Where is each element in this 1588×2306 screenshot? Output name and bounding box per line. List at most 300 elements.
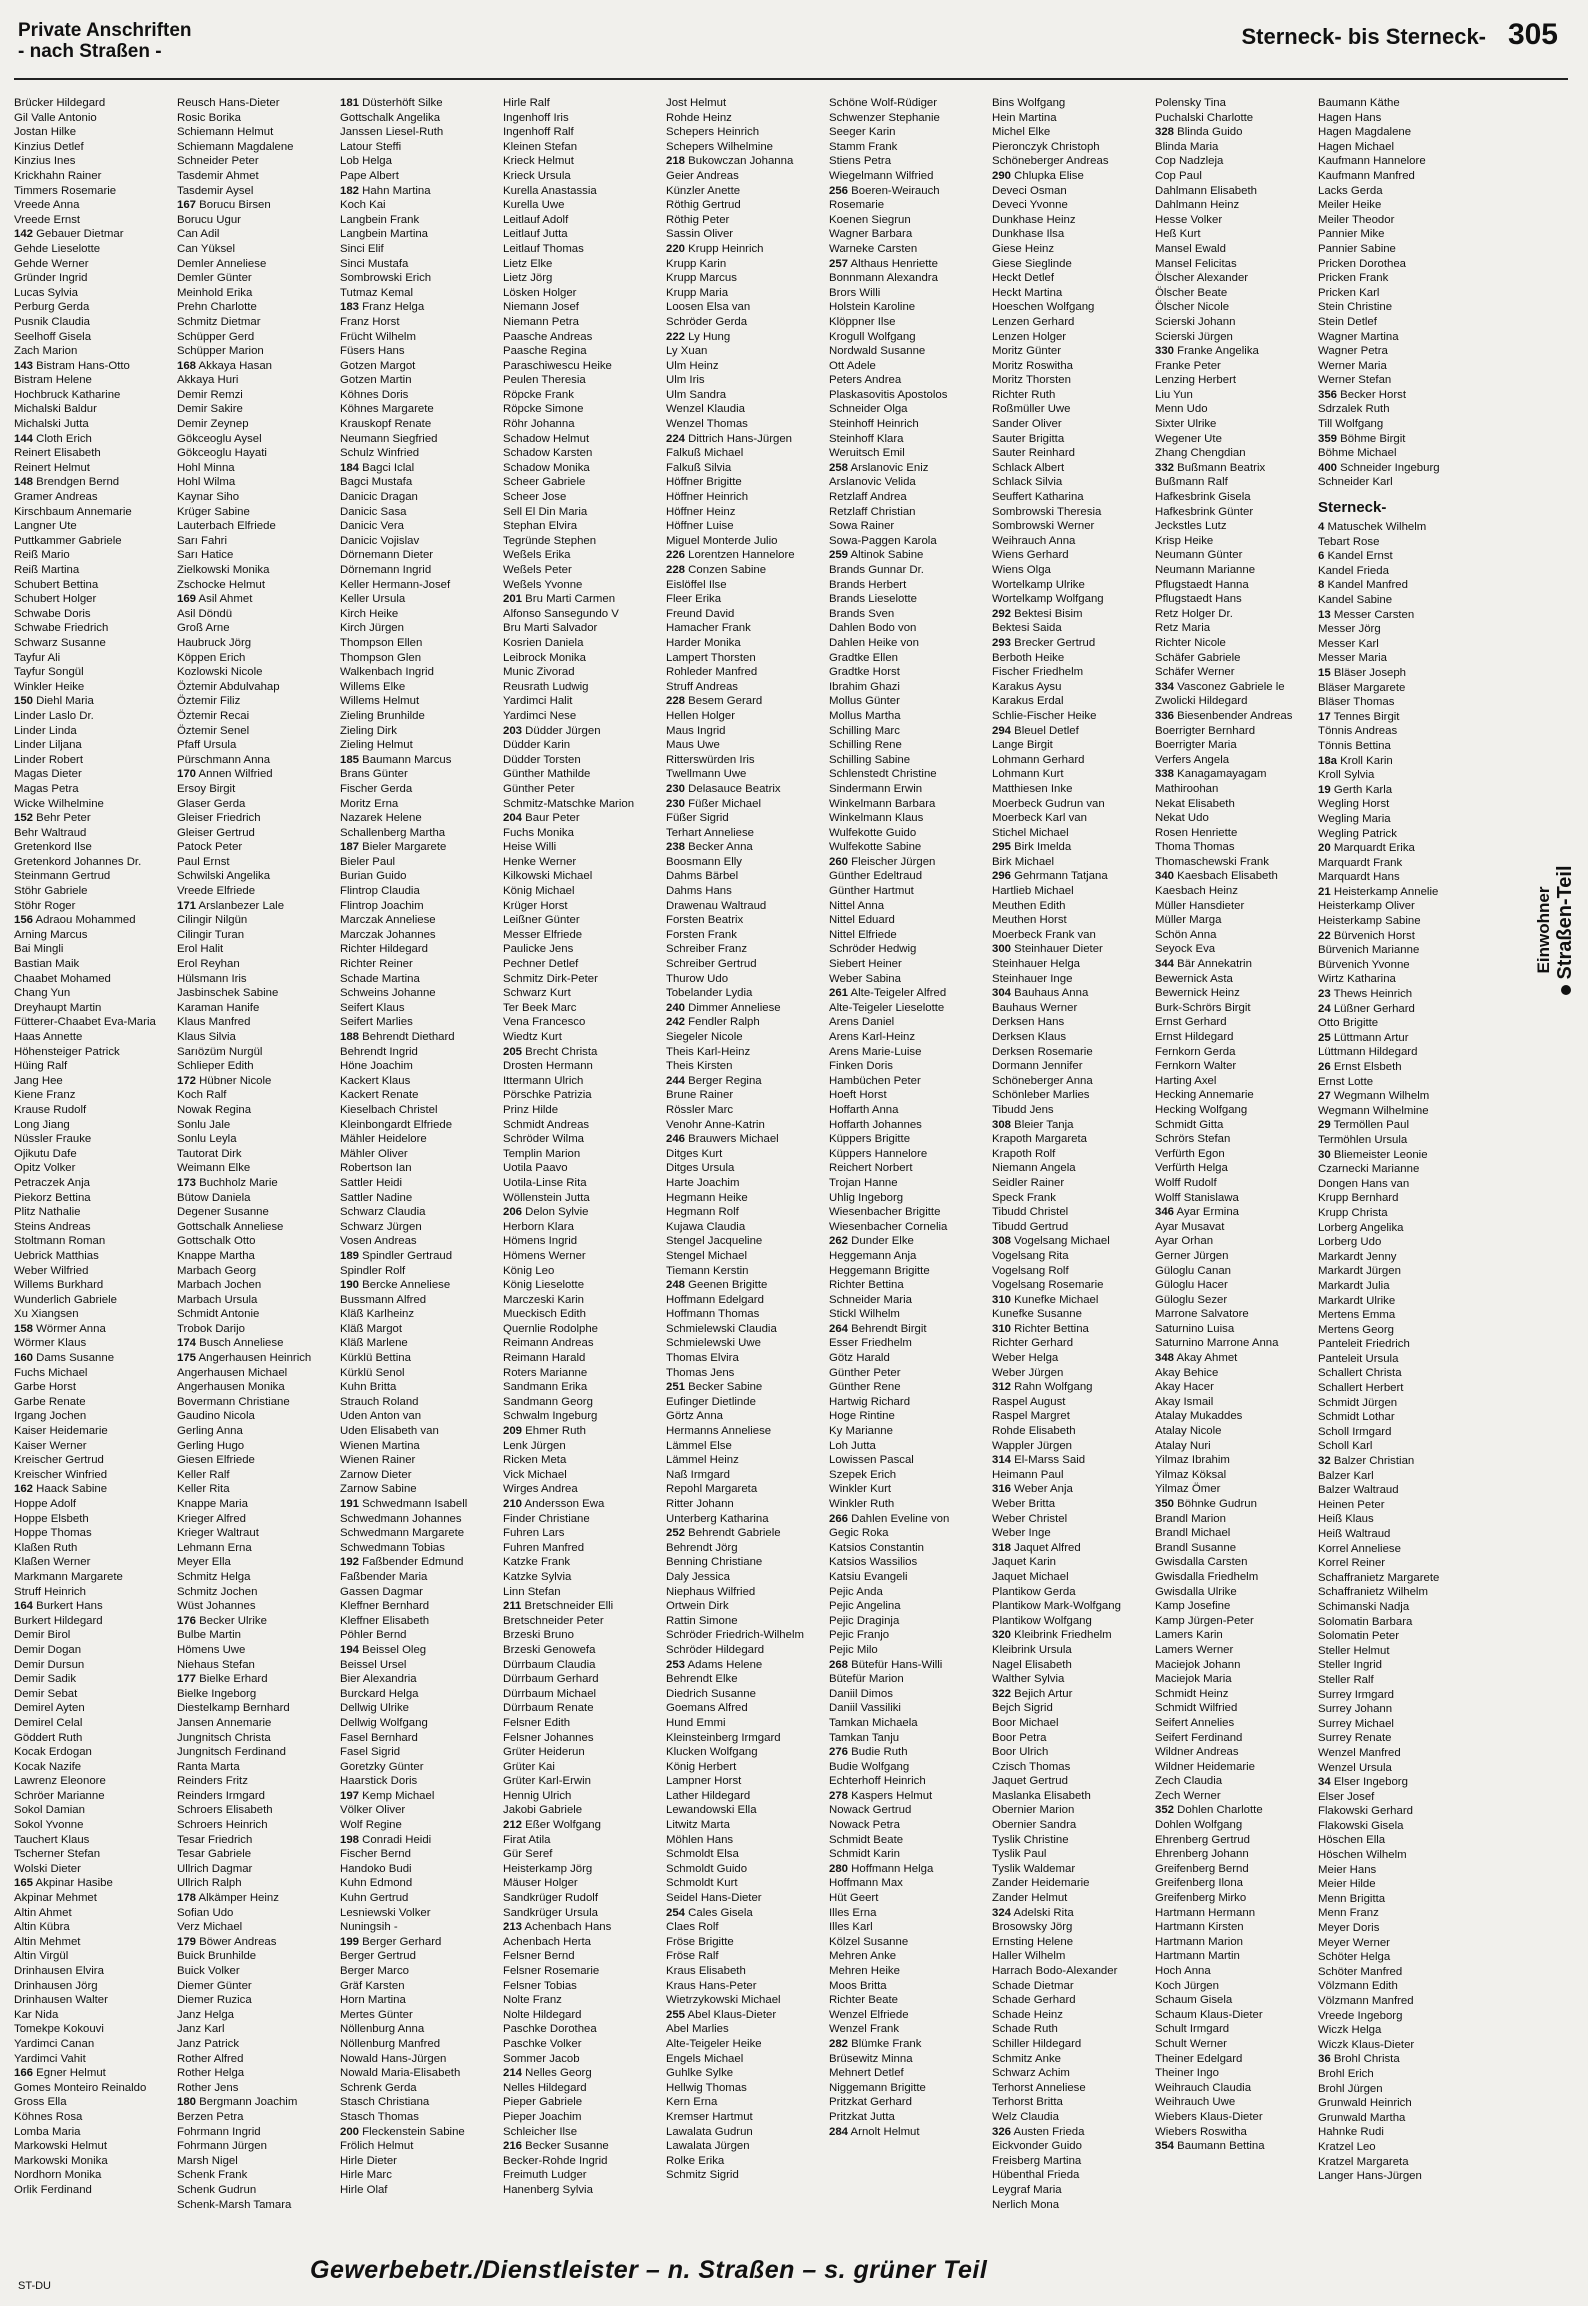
list-item: 152 Behr Peter	[14, 812, 91, 825]
list-item: Glaser Gerda	[177, 797, 246, 810]
list-item: Jungnitsch Christa	[177, 1731, 271, 1744]
list-item: Brandl Marion	[1155, 1512, 1226, 1525]
list-item: Schüpper Gerd	[177, 330, 255, 343]
list-item: Janz Patrick	[177, 2037, 240, 2050]
sidebar-tab	[1534, 760, 1578, 1100]
house-number: 27	[1318, 1090, 1331, 1103]
list-item: Demirel Celal	[14, 1716, 83, 1729]
list-item: 253 Adams Helene	[666, 1658, 763, 1671]
list-item: Koch Kai	[340, 199, 386, 212]
house-number: 218	[666, 155, 686, 168]
list-item: Hoffmann Edelgard	[666, 1293, 764, 1306]
list-item: Katsios Constantin	[829, 1541, 924, 1554]
house-number: 310	[992, 1322, 1012, 1335]
list-item: Seuffert Katharina	[992, 491, 1084, 504]
list-item: Wolff Rudolf	[1155, 1176, 1217, 1189]
list-item: Ölscher Alexander	[1155, 272, 1249, 285]
list-item: Burckard Helga	[340, 1687, 419, 1700]
list-item: Claes Rolf	[666, 1921, 719, 1934]
list-item: 251 Becker Sabine	[666, 1381, 763, 1394]
list-item: Unterberg Katharina	[666, 1512, 769, 1525]
list-item: Winkler Ruth	[829, 1498, 895, 1510]
list-item: Hüt Geert	[829, 1892, 879, 1905]
list-item: Weihrauch Uwe	[1155, 2096, 1236, 2109]
list-item: 148 Brendgen Bernd	[14, 476, 120, 489]
list-item: Brohl Jürgen	[1318, 2082, 1383, 2095]
list-item: Kratzel Leo	[1318, 2140, 1376, 2153]
list-item: Nekat Udo	[1155, 812, 1209, 825]
list-item: Welz Claudia	[992, 2110, 1059, 2123]
list-item: Forsten Beatrix	[666, 914, 744, 927]
list-item: Winkelmann Barbara	[829, 797, 936, 810]
list-item: Marczak Johannes	[340, 928, 436, 941]
list-item: Michalski Baldur	[14, 403, 97, 416]
list-item: Zielkowski Monika	[177, 564, 270, 576]
list-item: Schlack Silvia	[992, 476, 1063, 489]
list-item: Günther Edeltraud	[829, 870, 923, 883]
list-item: 356 Becker Horst	[1318, 388, 1407, 401]
list-item: Drinhausen Elvira	[14, 1965, 104, 1977]
house-number: 276	[829, 1746, 849, 1759]
list-item: Steinhauer Helga	[992, 958, 1081, 971]
list-item: Gleiser Friedrich	[177, 812, 261, 825]
list-item: Uebrick Matthias	[14, 1249, 99, 1262]
house-number: 156	[14, 914, 34, 927]
list-item: Weßels Yvonne	[503, 578, 583, 591]
list-item: Felsner Tobias	[503, 1979, 577, 1992]
list-item: Bürvenich Yvonne	[1318, 958, 1410, 971]
list-item: Seifert Ferdinand	[1155, 1731, 1243, 1744]
list-item: Seyock Eva	[1155, 943, 1216, 956]
list-item: Düdder Karin	[503, 739, 571, 752]
list-item: Moerbeck Gudrun van	[992, 797, 1105, 810]
list-item: Reusrath Ludwig	[503, 680, 589, 693]
list-item: Stöhr Gabriele	[14, 885, 88, 898]
list-item: Kurella Uwe	[503, 199, 565, 212]
list-item: Degener Susanne	[177, 1206, 269, 1219]
list-item: Gretenkord Ilse	[14, 841, 92, 854]
list-item: Berboth Heike	[992, 651, 1065, 664]
house-number: 183	[340, 301, 360, 314]
list-item: Tyslik Waldemar	[992, 1862, 1076, 1875]
list-item: Bauhaus Werner	[992, 1001, 1078, 1014]
list-item: Szepek Erich	[829, 1468, 897, 1481]
house-number: 262	[829, 1235, 849, 1248]
list-item: Haller Wilhelm	[992, 1950, 1066, 1963]
list-item: Sandmann Erika	[503, 1381, 588, 1394]
list-item: Höffner Brigitte	[666, 476, 742, 489]
list-item: Tönnis Bettina	[1318, 739, 1391, 752]
list-item: Wirtz Katharina	[1318, 973, 1396, 986]
list-item: Niemann Angela	[992, 1162, 1076, 1175]
list-item: Sander Oliver	[992, 418, 1062, 431]
list-item: Mehnert Detlef	[829, 2067, 904, 2080]
list-item: Garbe Renate	[14, 1395, 86, 1408]
list-item: Hartmann Hermann	[1155, 1906, 1256, 1919]
list-item: 173 Buchholz Marie	[177, 1176, 278, 1189]
list-item: Wiesenbacher Brigitte	[829, 1206, 941, 1219]
list-item: Otto Brigitte	[1318, 1017, 1379, 1030]
list-item: Chang Yun	[14, 987, 71, 1000]
house-number: 340	[1155, 870, 1175, 883]
list-item: Wenzel Elfriede	[829, 2008, 909, 2021]
list-item: Lawalata Gudrun	[666, 2125, 753, 2138]
house-number: 244	[666, 1074, 686, 1087]
list-item: Till Wolfgang	[1318, 418, 1384, 431]
list-item: Paasche Andreas	[503, 330, 593, 343]
directory-column	[340, 96, 503, 2256]
list-item: Güloglu Hacer	[1155, 1279, 1228, 1292]
list-item: Garbe Horst	[14, 1381, 77, 1394]
list-item: Tasdemir Ahmet	[177, 169, 259, 182]
list-item: Gottschalk Otto	[177, 1235, 256, 1248]
list-item: Fischer Gerda	[340, 782, 413, 795]
list-item: Naß Irmgard	[666, 1468, 730, 1481]
header-title-line2: - nach Straßen -	[18, 41, 162, 62]
house-number: 173	[177, 1176, 197, 1189]
house-number: 280	[829, 1862, 849, 1875]
list-item: Akay Behice	[1155, 1366, 1219, 1379]
list-item: Wulfekotte Guido	[829, 826, 917, 839]
list-item: Nowack Petra	[829, 1819, 900, 1832]
list-item: 188 Behrendt Diethard	[340, 1031, 455, 1043]
list-item: Nagel Elisabeth	[992, 1658, 1072, 1671]
list-item: Schwarz Achim	[992, 2067, 1070, 2080]
list-item: Kleibrink Ursula	[992, 1643, 1072, 1656]
list-item: Retzlaff Christian	[829, 505, 916, 518]
house-number: 320	[992, 1629, 1012, 1642]
house-number: 228	[666, 564, 686, 576]
list-item: Siegeler Nicole	[666, 1031, 743, 1043]
house-number: 26	[1318, 1061, 1331, 1073]
list-item: Demler Günter	[177, 272, 252, 285]
list-item: Lenk Jürgen	[503, 1439, 566, 1452]
list-item: Menn Udo	[1155, 403, 1208, 416]
list-item: 348 Akay Ahmet	[1155, 1352, 1238, 1365]
list-item: 162 Haack Sabine	[14, 1483, 108, 1496]
house-number: 322	[992, 1687, 1012, 1700]
house-number: 251	[666, 1381, 686, 1394]
list-item: Steinhauer Inge	[992, 972, 1073, 985]
list-item: Krupp Karin	[666, 257, 727, 270]
list-item: Altin Virgül	[14, 1950, 69, 1963]
list-item: Weber Inge	[992, 1527, 1051, 1540]
list-item: Zech Claudia	[1155, 1775, 1223, 1788]
list-item: Tiemann Kerstin	[666, 1264, 749, 1277]
list-item: Tautorat Dirk	[177, 1147, 242, 1160]
list-item: Kaesbach Heinz	[1155, 885, 1238, 898]
list-item: Schröder Friedrich-Wilhelm	[666, 1629, 804, 1642]
list-item: 359 Böhme Birgit	[1318, 432, 1406, 445]
directory-column	[666, 96, 829, 2256]
list-item: 206 Delon Sylvie	[503, 1206, 589, 1219]
list-item: 316 Weber Anja	[992, 1483, 1073, 1496]
house-number: 238	[666, 841, 686, 854]
list-item: Scierski Johann	[1155, 315, 1236, 328]
list-item: Schubert Bettina	[14, 578, 99, 591]
list-item: Linder Laslo Dr.	[14, 709, 94, 722]
house-number: 253	[666, 1658, 686, 1671]
list-item: Gomes Monteiro Reinaldo	[14, 2081, 147, 2094]
house-number: 8	[1318, 579, 1325, 592]
list-item: Magas Petra	[14, 782, 79, 795]
list-item: Keller Ursula	[340, 593, 406, 606]
list-item: Hartlieb Michael	[992, 885, 1074, 898]
list-item: Steller Helmut	[1318, 1644, 1390, 1657]
list-item: Richter Reiner	[340, 958, 413, 971]
list-item: Saturnino Luisa	[1155, 1322, 1235, 1335]
list-item: Schroers Heinrich	[177, 1819, 268, 1832]
list-item: Gottschalk Anneliese	[177, 1220, 284, 1233]
list-item: Schade Dietmar	[992, 1979, 1074, 1992]
list-item: Arens Daniel	[829, 1016, 895, 1029]
list-item: Katzke Frank	[503, 1556, 571, 1569]
list-item: Hirle Marc	[340, 2169, 392, 2182]
list-item: Zhang Chengdian	[1155, 447, 1246, 460]
list-item: Keller Rita	[177, 1483, 230, 1496]
house-number: 216	[503, 2140, 523, 2153]
list-item: Handoko Budi	[340, 1862, 412, 1875]
list-item: Walther Sylvia	[992, 1673, 1065, 1686]
list-item: 158 Wörmer Anna	[14, 1322, 106, 1335]
list-item: Dahlmann Elisabeth	[1155, 184, 1257, 197]
house-number: 354	[1155, 2140, 1175, 2153]
list-item: Höffner Heinrich	[666, 491, 749, 504]
list-item: Jang Hee	[14, 1074, 63, 1087]
list-item: Linder Linda	[14, 724, 77, 737]
list-item: Venohr Anne-Katrin	[666, 1118, 765, 1131]
list-item: Schmitz Dietmar	[177, 315, 261, 328]
list-item: Stengel Jacqueline	[666, 1235, 763, 1248]
list-item: Mollus Martha	[829, 709, 901, 722]
list-item: Behrendt Jörg	[666, 1541, 738, 1554]
list-item: Schimanski Nadja	[1318, 1600, 1410, 1613]
list-item: Fohrmann Ingrid	[177, 2125, 261, 2138]
list-item: Harder Monika	[666, 636, 741, 649]
list-item: Jaquet Karin	[992, 1556, 1056, 1569]
list-item: Peters Andrea	[829, 374, 902, 387]
list-item: Kleffner Elisabeth	[340, 1614, 430, 1627]
list-item: Trobok Darijo	[177, 1322, 245, 1335]
list-item: Wienen Martina	[340, 1439, 420, 1452]
list-item: Heckt Martina	[992, 286, 1063, 299]
list-item: Sonlu Leyla	[177, 1133, 237, 1146]
list-item: Willems Helmut	[340, 695, 420, 708]
directory-column	[503, 96, 666, 2256]
list-item: 204 Baur Peter	[503, 812, 580, 825]
list-item: Kaufmann Manfred	[1318, 169, 1415, 182]
list-item: Mansel Felicitas	[1155, 257, 1237, 270]
list-item: Tauchert Klaus	[14, 1833, 90, 1846]
list-item: Angerhausen Monika	[177, 1381, 285, 1394]
house-number: 293	[992, 636, 1012, 649]
list-item: Günther Rene	[829, 1381, 901, 1394]
house-number: 314	[992, 1454, 1012, 1467]
list-item: Schwedmann Tobias	[340, 1541, 445, 1554]
list-item: Grunwald Heinrich	[1318, 2097, 1412, 2110]
list-item: Sandmann Georg	[503, 1395, 593, 1408]
list-item: 187 Bieler Margarete	[340, 841, 447, 854]
list-item: Pflugstaedt Hanna	[1155, 578, 1249, 591]
list-item: Krickhahn Rainer	[14, 169, 102, 182]
list-item: Stamm Frank	[829, 140, 898, 153]
house-number: 172	[177, 1074, 197, 1087]
list-item: Schmitz-Matschke Marion	[503, 797, 635, 810]
list-item: Daniil Vassiliki	[829, 1702, 901, 1715]
list-item: Wolff Stanislawa	[1155, 1191, 1239, 1204]
list-item: Obernier Marion	[992, 1804, 1075, 1817]
list-item: Spindler Rolf	[340, 1264, 406, 1277]
list-item: Firat Atila	[503, 1833, 551, 1846]
list-item: Markardt Jenny	[1318, 1250, 1397, 1263]
list-item: Bejch Sigrid	[992, 1702, 1053, 1715]
list-item: Schleicher Ilse	[503, 2125, 578, 2138]
list-item: Grunwald Martha	[1318, 2111, 1406, 2124]
list-item: Meiler Heike	[1318, 199, 1382, 212]
list-item: Scheer Jose	[503, 491, 567, 504]
list-item: 23 Thews Heinrich	[1318, 988, 1413, 1001]
house-number: 254	[666, 1906, 686, 1919]
list-item: Schaum Gisela	[1155, 1994, 1233, 2007]
list-item: Sandkrüger Rudolf	[503, 1892, 598, 1905]
list-item: Sarıözüm Nurgül	[177, 1045, 263, 1058]
list-item: Wöllenstein Jutta	[503, 1191, 590, 1204]
list-item: Scheer Gabriele	[503, 476, 586, 489]
list-item: Illes Karl	[829, 1921, 873, 1934]
list-item: Dellwig Ulrike	[340, 1702, 409, 1715]
list-item: Fischer Friedhelm	[992, 666, 1084, 679]
list-item: Schadow Karsten	[503, 447, 593, 460]
list-item: Grüter Heiderun	[503, 1746, 585, 1759]
list-item: Schüpper Marion	[177, 345, 264, 358]
list-item: Schöneberger Anna	[992, 1074, 1093, 1087]
list-item: Kiene Franz	[14, 1089, 76, 1102]
house-number: 230	[666, 797, 686, 810]
list-item: 218 Bukowczan Johanna	[666, 155, 794, 168]
list-item: Kozlowski Nicole	[177, 666, 263, 679]
list-item: 30 Bliemeister Leonie	[1318, 1148, 1428, 1161]
list-item: Wirges Andrea	[503, 1483, 578, 1496]
list-item: Mathiroohan	[1155, 782, 1219, 795]
list-item: 278 Kaspers Helmut	[829, 1789, 933, 1802]
list-item: Heß Kurt	[1155, 228, 1201, 241]
list-item: Bonnmann Alexandra	[829, 272, 938, 285]
list-item: Rother Jens	[177, 2081, 239, 2094]
house-number: 160	[14, 1352, 34, 1365]
list-item: Rosen Henriette	[1155, 826, 1238, 839]
list-item: Wagner Barbara	[829, 228, 913, 241]
list-item: Nordhorn Monika	[14, 2169, 102, 2182]
list-item: Krapoth Margareta	[992, 1133, 1087, 1146]
list-item: Abel Marlies	[666, 2023, 729, 2036]
list-item: 209 Ehmer Ruth	[503, 1425, 586, 1438]
house-number: 308	[992, 1118, 1012, 1131]
list-item: Ditges Kurt	[666, 1147, 723, 1160]
list-item: Klaus Manfred	[177, 1016, 251, 1029]
list-item: Kar Nida	[14, 2008, 59, 2021]
list-item: Kuhn Edmond	[340, 1877, 413, 1890]
house-number: 194	[340, 1643, 360, 1656]
list-item: Matthiesen Inke	[992, 782, 1073, 795]
list-item: Meyer Ella	[177, 1556, 231, 1569]
house-number: 187	[340, 841, 360, 854]
list-item: Schönleber Marlies	[992, 1089, 1090, 1102]
list-item: Sinci Mustafa	[340, 257, 409, 270]
list-item: 20 Marquardt Erika	[1318, 842, 1415, 855]
list-item: Fuchs Monika	[503, 826, 574, 839]
list-item: Katzke Sylvia	[503, 1570, 572, 1583]
list-item: 213 Achenbach Hans	[503, 1921, 612, 1934]
list-item: Kackert Klaus	[340, 1074, 411, 1087]
list-item: Hartmann Marion	[1155, 1935, 1243, 1948]
list-item: 254 Cales Gisela	[666, 1906, 753, 1919]
list-item: Arens Karl-Heinz	[829, 1031, 916, 1043]
list-item: Weber Jürgen	[992, 1366, 1064, 1379]
list-item: Rosemarie	[829, 199, 885, 212]
list-item: Lamers Werner	[1155, 1643, 1234, 1656]
list-item: Weihrauch Claudia	[1155, 2081, 1252, 2094]
house-number: 261	[829, 987, 849, 1000]
list-item: Tomekpe Kokouvi	[14, 2023, 104, 2036]
list-item: Franz Horst	[340, 315, 400, 328]
list-item: Kamp Josefine	[1155, 1600, 1231, 1613]
list-item: Füßer Sigrid	[666, 812, 729, 825]
list-item: Klaßen Ruth	[14, 1541, 78, 1554]
list-item: 284 Arnolt Helmut	[829, 2125, 920, 2138]
list-item: Wolf Regine	[340, 1819, 402, 1832]
house-number: 204	[503, 812, 523, 825]
list-item: 36 Brohl Christa	[1318, 2053, 1400, 2066]
list-item: Hoeft Horst	[829, 1089, 887, 1102]
list-item: Achenbach Herta	[503, 1935, 592, 1948]
list-item: Lange Birgit	[992, 739, 1053, 752]
list-item: Schmoldt Elsa	[666, 1848, 739, 1861]
bullet-icon	[1561, 985, 1571, 995]
house-number: 310	[992, 1293, 1012, 1306]
list-item: 256 Boeren-Weirauch	[829, 184, 940, 197]
house-number: 295	[992, 841, 1012, 854]
house-number: 290	[992, 169, 1012, 182]
list-item: Vogelsang Rosemarie	[992, 1279, 1104, 1292]
list-item: Hagen Michael	[1318, 140, 1394, 153]
list-item: Cop Paul	[1155, 169, 1202, 182]
list-item: Sowa-Paggen Karola	[829, 534, 937, 547]
house-number: 209	[503, 1425, 523, 1438]
list-item: Schrenk Gerda	[340, 2081, 417, 2094]
list-item: Sell El Din Maria	[503, 505, 588, 518]
list-item: Wiens Olga	[992, 564, 1051, 576]
house-number: 143	[14, 359, 34, 372]
list-item: Buick Brunhilde	[177, 1950, 257, 1963]
list-item: Derksen Rosemarie	[992, 1045, 1093, 1058]
list-item: Falkuß Michael	[666, 447, 744, 460]
list-item: Götz Harald	[829, 1352, 890, 1365]
list-item: Ehrenberg Johann	[1155, 1848, 1249, 1861]
list-item: Dahlen Bodo von	[829, 622, 917, 635]
list-item: Reinders Fritz	[177, 1775, 248, 1788]
list-item: Nelles Hildegard	[503, 2081, 587, 2094]
list-item: Sombrowski Erich	[340, 272, 432, 285]
list-item: Völker Oliver	[340, 1804, 406, 1817]
list-item: Schiemann Magdalene	[177, 140, 294, 153]
list-item: Schmidt Antonie	[177, 1308, 260, 1321]
list-item: Drinhausen Jörg	[14, 1979, 98, 1992]
list-item: Lämmel Heinz	[666, 1454, 739, 1467]
list-item: Gwisdalla Ulrike	[1155, 1585, 1237, 1598]
list-item: Hömens Werner	[503, 1249, 586, 1262]
house-number: 162	[14, 1483, 34, 1496]
list-item: Burian Guido	[340, 870, 407, 883]
